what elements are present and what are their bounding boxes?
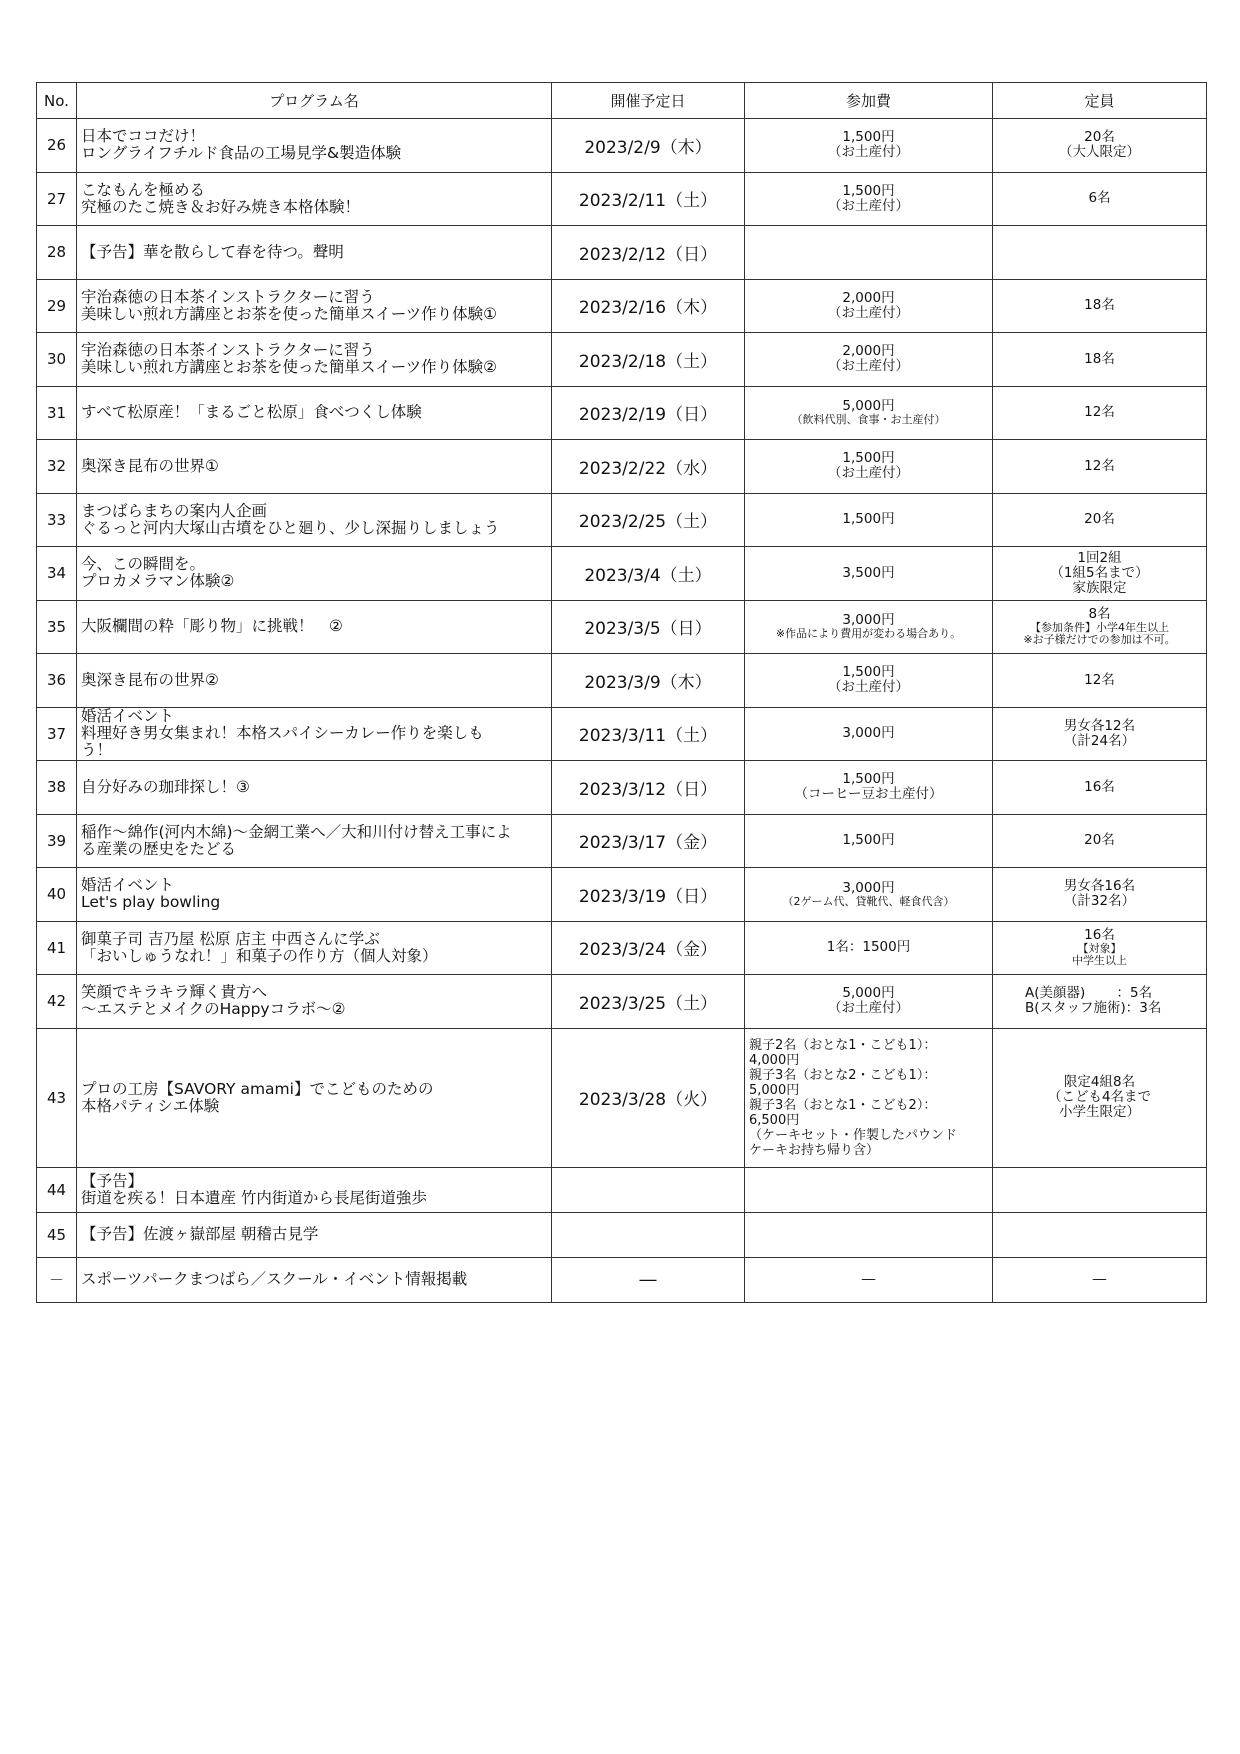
program-date: 2023/3/24（金）: [552, 921, 745, 975]
capacity-line: 家族限定: [1072, 579, 1127, 596]
program-fee: [745, 386, 993, 440]
capacity-line: 限定4組8名: [1063, 1074, 1136, 1090]
program-name: [77, 868, 552, 922]
name-line: 御菓子司 吉乃屋 松原 店主 中西さんに学ぶ: [81, 929, 380, 948]
table-row: [37, 279, 1207, 333]
program-name: [77, 386, 552, 440]
program-capacity: [993, 1212, 1207, 1257]
fee-line: 3,000円: [842, 879, 895, 896]
capacity-line: 16名: [1084, 778, 1115, 795]
name-line: ロングライフチルド食品の工場見学&製造体験: [81, 144, 402, 163]
capacity-line: 20名: [1084, 511, 1115, 528]
program-name: [77, 333, 552, 387]
program-fee: [745, 226, 993, 280]
program-capacity: [993, 493, 1207, 547]
fee-line: 5,000円: [749, 1082, 800, 1098]
table-row: [37, 547, 1207, 601]
program-date: 2023/3/28（火）: [552, 1028, 745, 1167]
table-row: [37, 600, 1207, 654]
table-row: [37, 119, 1207, 173]
name-line: 美味しい煎れ方講座とお茶を使った簡単スイーツ作り体験②: [81, 358, 497, 377]
fee-line: 1,500円: [842, 129, 895, 146]
program-date: 2023/2/25（土）: [552, 493, 745, 547]
program-capacity: [993, 226, 1207, 280]
fee-line: （飲料代別、食事・お土産付）: [791, 413, 946, 427]
program-capacity: [993, 761, 1207, 815]
program-date: ―: [552, 1257, 745, 1302]
fee-line: 1,500円: [842, 182, 895, 199]
row-number: 44: [37, 1167, 77, 1212]
program-name: [77, 975, 552, 1029]
program-capacity: [993, 975, 1207, 1029]
name-line: 今、この瞬間を。: [81, 555, 206, 574]
program-capacity: [993, 707, 1207, 761]
name-line: 究極のたこ焼き＆お好み焼き本格体験！: [81, 197, 361, 216]
fee-line: 2,000円: [842, 289, 895, 306]
table-row: [37, 1212, 1207, 1257]
fee-line: 4,000円: [749, 1052, 800, 1068]
program-name: [77, 761, 552, 815]
table-row: [37, 440, 1207, 494]
program-date: 2023/3/9（木）: [552, 654, 745, 708]
name-line: Let's play bowling: [81, 893, 221, 912]
row-number: 27: [37, 172, 77, 226]
program-name: [77, 547, 552, 601]
program-name: [77, 493, 552, 547]
program-name: [77, 226, 552, 280]
fee-line: 1名：1500円: [826, 939, 911, 956]
program-fee: [745, 975, 993, 1029]
capacity-line: 小学生限定）: [1059, 1104, 1140, 1120]
table-row: [37, 493, 1207, 547]
program-date: 2023/3/12（日）: [552, 761, 745, 815]
program-capacity: [993, 386, 1207, 440]
capacity-line: 【対象】: [1077, 942, 1122, 956]
program-date: 2023/2/11（土）: [552, 172, 745, 226]
name-line: 奥深き昆布の世界②: [81, 670, 219, 689]
program-fee: [745, 333, 993, 387]
fee-line: 親子3名（おとな2・こども1）：: [749, 1067, 937, 1083]
name-line: まつばらまちの案内人企画: [81, 501, 268, 520]
table-row: [37, 1167, 1207, 1212]
name-line: ぐるっと河内大塚山古墳をひと廻り、少し深掘りしましょう: [81, 518, 500, 537]
program-date: 2023/2/9（木）: [552, 119, 745, 173]
program-name: [77, 440, 552, 494]
program-fee: [745, 119, 993, 173]
program-capacity: [993, 119, 1207, 173]
capacity-line: （1組5名まで）: [1050, 564, 1149, 581]
table-row: [37, 1257, 1207, 1302]
name-line: 「おいしゅうなれ！」和菓子の作り方（個人対象）: [81, 946, 438, 965]
program-capacity: [993, 172, 1207, 226]
program-name: [77, 1167, 552, 1212]
name-line: 奥深き昆布の世界①: [81, 456, 219, 475]
row-number: 40: [37, 868, 77, 922]
fee-line: ※作品により費用が変わる場合あり。: [775, 627, 962, 641]
name-line: 宇治森徳の日本茶インストラクターに習う: [81, 341, 375, 360]
program-fee: [745, 1212, 993, 1257]
name-line: 【予告】華を散らして春を待つ。聲明: [81, 242, 344, 261]
table-row: [37, 654, 1207, 708]
row-number: 42: [37, 975, 77, 1029]
program-date: 2023/2/22（水）: [552, 440, 745, 494]
table-row: [37, 172, 1207, 226]
capacity-line: ※お子様だけでの参加は不可。: [1023, 633, 1176, 647]
row-number: 33: [37, 493, 77, 547]
program-capacity: [993, 547, 1207, 601]
program-fee: [745, 440, 993, 494]
capacity-line: 【参加条件】小学4年生以上: [1030, 621, 1169, 635]
fee-line: 親子2名（おとな1・こども1）：: [749, 1037, 937, 1053]
program-date: 2023/3/4（土）: [552, 547, 745, 601]
capacity-line: （こども4名まで: [1047, 1089, 1152, 1105]
fee-line: 6,500円: [749, 1112, 800, 1128]
name-line: う！: [81, 741, 113, 760]
capacity-line: （計24名）: [1063, 732, 1136, 749]
name-line: 稲作～綿作(河内木綿)～金網工業へ／大和川付け替え工事によ: [81, 822, 512, 841]
program-fee: [745, 868, 993, 922]
program-date: 2023/3/11（土）: [552, 707, 745, 761]
row-number: 45: [37, 1212, 77, 1257]
program-name: [77, 600, 552, 654]
fee-line: （お土産付）: [828, 144, 909, 161]
capacity-line: 16名: [1084, 927, 1115, 944]
name-line: 自分好みの珈琲探し！③: [81, 777, 250, 796]
program-date: 2023/2/12（日）: [552, 226, 745, 280]
capacity-line: 男女各12名: [1063, 717, 1136, 734]
program-fee: [745, 279, 993, 333]
name-line: 宇治森徳の日本茶インストラクターに習う: [81, 287, 375, 306]
fee-line: （お土産付）: [828, 1000, 909, 1017]
capacity-line: 12名: [1084, 404, 1115, 421]
fee-line: （お土産付）: [828, 465, 909, 482]
table-row: [37, 921, 1207, 975]
fee-line: 5,000円: [842, 398, 895, 415]
program-fee: [745, 1028, 993, 1167]
program-schedule-table: [36, 82, 1207, 1303]
program-capacity: [993, 279, 1207, 333]
fee-line: ―: [861, 1271, 876, 1287]
program-date: 2023/2/19（日）: [552, 386, 745, 440]
program-date: [552, 1212, 745, 1257]
fee-line: 1,500円: [842, 771, 895, 788]
program-fee: [745, 1167, 993, 1212]
program-fee: [745, 1257, 993, 1302]
capacity-line: 8名: [1088, 606, 1111, 623]
name-line: プロカメラマン体験②: [81, 572, 235, 591]
capacity-line: 6名: [1088, 190, 1111, 207]
program-capacity: [993, 600, 1207, 654]
program-capacity: [993, 1028, 1207, 1167]
program-capacity: [993, 868, 1207, 922]
capacity-line: A(美顔器) ：5名: [1025, 985, 1153, 1002]
program-fee: [745, 172, 993, 226]
name-line: プロの工房【SAVORY amami】でこどものための: [81, 1079, 434, 1098]
header-program-name: プログラム名: [77, 83, 552, 119]
program-date: 2023/2/16（木）: [552, 279, 745, 333]
program-fee: [745, 707, 993, 761]
program-capacity: [993, 333, 1207, 387]
program-date: 2023/3/25（土）: [552, 975, 745, 1029]
name-line: 婚活イベント: [81, 876, 175, 895]
capacity-line: B(スタッフ施術)：3名: [1025, 1000, 1162, 1017]
program-capacity: [993, 1257, 1207, 1302]
name-line: 日本でココだけ！: [81, 127, 206, 146]
program-capacity: [993, 440, 1207, 494]
table-row: [37, 386, 1207, 440]
name-line: スポーツパークまつばら／スクール・イベント情報掲載: [81, 1270, 468, 1288]
fee-line: 2,000円: [842, 343, 895, 360]
program-name: [77, 279, 552, 333]
row-number: 30: [37, 333, 77, 387]
header-date: 開催予定日: [552, 83, 745, 119]
program-fee: [745, 493, 993, 547]
header-fee: 参加費: [745, 83, 993, 119]
table-header-row: [37, 83, 1207, 119]
capacity-line: 中学生以上: [1072, 954, 1127, 968]
row-number: 41: [37, 921, 77, 975]
program-capacity: [993, 921, 1207, 975]
fee-line: （2ゲーム代、貸靴代、軽食代含）: [782, 894, 955, 908]
fee-line: 親子3名（おとな1・こども2）：: [749, 1097, 937, 1113]
capacity-line: 18名: [1084, 297, 1115, 314]
fee-line: 1,500円: [842, 450, 895, 467]
table-row: [37, 707, 1207, 761]
program-fee: [745, 814, 993, 868]
row-number: －: [37, 1257, 77, 1302]
row-number: 32: [37, 440, 77, 494]
capacity-line: 20名: [1084, 129, 1115, 146]
program-fee: [745, 600, 993, 654]
fee-line: （コーヒー豆お土産付）: [794, 786, 943, 803]
table-row: [37, 333, 1207, 387]
fee-line: 3,000円: [842, 612, 895, 629]
capacity-line: 18名: [1084, 350, 1115, 367]
fee-line: 1,500円: [842, 664, 895, 681]
table-row: [37, 226, 1207, 280]
name-line: る産業の歴史をたどる: [81, 839, 237, 858]
fee-line: （お土産付）: [828, 358, 909, 375]
header-capacity: 定員: [993, 83, 1207, 119]
table-row: [37, 814, 1207, 868]
capacity-line: （計32名）: [1063, 893, 1136, 910]
fee-line: 3,000円: [842, 725, 895, 742]
program-name: [77, 172, 552, 226]
program-name: [77, 1028, 552, 1167]
program-name: [77, 814, 552, 868]
program-name: [77, 707, 552, 761]
row-number: 29: [37, 279, 77, 333]
program-capacity: [993, 1167, 1207, 1212]
row-number: 31: [37, 386, 77, 440]
name-line: 美味しい煎れ方講座とお茶を使った簡単スイーツ作り体験①: [81, 304, 497, 323]
name-line: 料理好き男女集まれ！本格スパイシーカレー作りを楽しも: [81, 724, 484, 743]
program-name: [77, 921, 552, 975]
program-capacity: [993, 814, 1207, 868]
name-line: こなもんを極める: [81, 180, 206, 199]
name-line: 本格パティシエ体験: [81, 1096, 220, 1115]
program-fee: [745, 654, 993, 708]
capacity-line: ―: [1092, 1271, 1107, 1287]
program-name: [77, 654, 552, 708]
program-date: 2023/3/19（日）: [552, 868, 745, 922]
fee-line: （お土産付）: [828, 679, 909, 696]
program-date: [552, 1167, 745, 1212]
name-line: 笑顔でキラキラ輝く貴方へ: [81, 983, 268, 1002]
name-line: 【予告】佐渡ヶ嶽部屋 朝稽古見学: [81, 1225, 319, 1243]
fee-line: （お土産付）: [828, 197, 909, 214]
program-capacity: [993, 654, 1207, 708]
capacity-line: 男女各16名: [1063, 878, 1136, 895]
name-line: ～エステとメイクのHappyコラボ～②: [81, 1000, 346, 1019]
name-line: 街道を疾る！日本遺産 竹内街道から長尾街道強歩: [81, 1188, 427, 1207]
capacity-line: 20名: [1084, 832, 1115, 849]
capacity-line: 1回2組: [1077, 549, 1122, 566]
name-line: 婚活イベント: [81, 707, 175, 726]
fee-line: 1,500円: [842, 511, 895, 528]
program-fee: [745, 761, 993, 815]
capacity-line: 12名: [1084, 671, 1115, 688]
program-name: [77, 1212, 552, 1257]
table-row: [37, 1028, 1207, 1167]
fee-line: ケーキお持ち帰り含）: [749, 1142, 880, 1158]
program-date: 2023/3/17（金）: [552, 814, 745, 868]
fee-line: （ケーキセット・作製したパウンド: [749, 1127, 958, 1143]
row-number: 34: [37, 547, 77, 601]
program-date: 2023/2/18（土）: [552, 333, 745, 387]
name-line: 【予告】: [81, 1171, 144, 1190]
row-number: 35: [37, 600, 77, 654]
fee-line: 1,500円: [842, 832, 895, 849]
program-name: [77, 1257, 552, 1302]
fee-line: （お土産付）: [828, 304, 909, 321]
row-number: 26: [37, 119, 77, 173]
program-name: [77, 119, 552, 173]
fee-line: 3,500円: [842, 564, 895, 581]
name-line: 大阪欄間の粋「彫り物」に挑戦！ ②: [81, 617, 343, 636]
program-fee: [745, 921, 993, 975]
name-line: すべて松原産！「まるごと松原」食べつくし体験: [81, 403, 422, 422]
row-number: 43: [37, 1028, 77, 1167]
capacity-line: 12名: [1084, 457, 1115, 474]
capacity-line: （大人限定）: [1059, 144, 1140, 161]
row-number: 28: [37, 226, 77, 280]
fee-line: 5,000円: [842, 985, 895, 1002]
table-row: [37, 975, 1207, 1029]
header-no: No.: [37, 83, 77, 119]
table-row: [37, 868, 1207, 922]
table-row: [37, 761, 1207, 815]
row-number: 37: [37, 707, 77, 761]
program-fee: [745, 547, 993, 601]
row-number: 39: [37, 814, 77, 868]
program-date: 2023/3/5（日）: [552, 600, 745, 654]
row-number: 36: [37, 654, 77, 708]
row-number: 38: [37, 761, 77, 815]
